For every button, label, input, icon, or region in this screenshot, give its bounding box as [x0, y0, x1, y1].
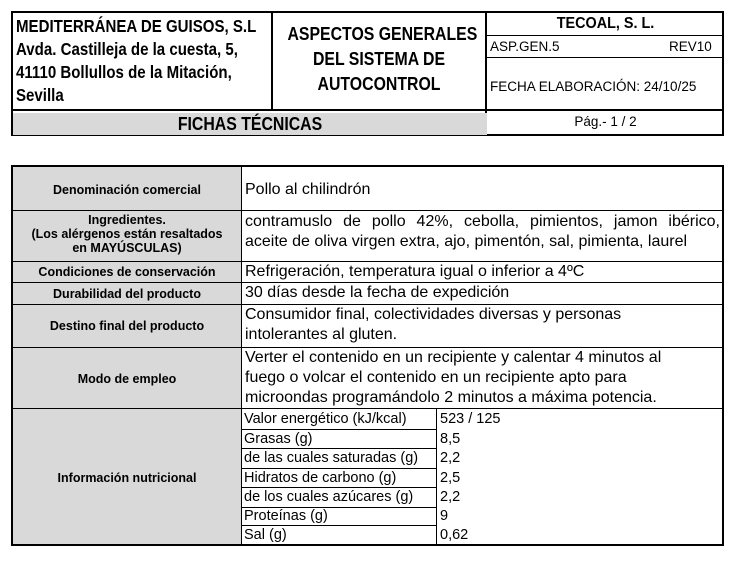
- nutrient-name: de los cuales azúcares (g): [244, 489, 414, 505]
- revision: REV10: [669, 39, 712, 54]
- nutrient-name: de las cuales saturadas (g): [244, 450, 419, 466]
- owner-company: TECOAL, S. L.: [556, 15, 655, 32]
- value-durabilidad: 30 días desde la fecha de expedición: [245, 284, 510, 301]
- value-line: fuego o volcar el contenido en un recipiente apto para: [245, 369, 627, 386]
- label-ingredientes: [13, 213, 241, 255]
- elaboration-date: FECHA ELABORACIÓN: 24/10/25: [490, 79, 697, 94]
- product-sheet-table: [11, 165, 724, 546]
- value-destino: [245, 305, 621, 345]
- document-title: [287, 22, 478, 97]
- nutrient-value: 2,2: [440, 450, 461, 466]
- nutrient-name: Valor energético (kJ/kcal): [244, 411, 407, 427]
- company-address: [16, 15, 256, 107]
- nutrient-name: Grasas (g): [244, 431, 313, 447]
- doc-code: ASP.GEN.5: [490, 39, 560, 54]
- section-title-text: FICHAS TÉCNICAS: [177, 114, 323, 134]
- label-conservacion: Condiciones de conservación: [38, 265, 216, 279]
- nutrient-name: Hidratos de carbono (g): [244, 470, 397, 486]
- nutrient-value: 2,2: [440, 489, 461, 505]
- nutrient-value: 0,62: [440, 527, 469, 543]
- value-line: microondas programándolo 2 minutos a máxima potencia.: [245, 389, 657, 406]
- value-line: intolerantes al gluten.: [245, 326, 398, 343]
- title-line: AUTOCONTROL: [317, 74, 441, 94]
- company-name: MEDITERRÁNEA DE GUISOS, S.L: [16, 16, 257, 36]
- label-denominacion: Denominación comercial: [53, 183, 201, 197]
- value-empleo: [245, 348, 661, 408]
- nutrient-value: 2,5: [440, 470, 461, 486]
- document-header: [11, 11, 724, 136]
- nutrient-value: 9: [440, 508, 449, 524]
- value-denominacion: Pollo al chilindrón: [245, 181, 371, 198]
- label-durabilidad: Durabilidad del producto: [53, 287, 201, 301]
- value-line: Verter el contenido en un recipiente y calentar 4 minutos al: [245, 349, 662, 366]
- label-destino: Destino final del producto: [49, 319, 205, 333]
- nutrient-value: 8,5: [440, 431, 461, 447]
- company-city: 41110 Bollullos de la Mitación,: [16, 62, 232, 82]
- section-title: [13, 113, 487, 135]
- value-ingredientes: contramuslo de pollo 42%, cebolla, pimientos, jamon ibérico, aceite de oliva virgen extra, ajo, pimentón, sal, pimienta, laurel: [245, 213, 720, 250]
- label-nutricional: Información nutricional: [57, 471, 197, 485]
- title-line: ASPECTOS GENERALES: [287, 24, 478, 44]
- page-number: Pág.- 1 / 2: [574, 114, 637, 129]
- label-line: (Los alérgenos están resaltados: [31, 227, 223, 241]
- label-line: en MAYÚSCULAS): [72, 241, 182, 255]
- label-empleo: Modo de empleo: [77, 372, 177, 386]
- value-conservacion: Refrigeración, temperatura igual o inferior a 4ºC: [245, 263, 585, 280]
- nutrient-name: Sal (g): [244, 527, 287, 543]
- company-province: Sevilla: [16, 85, 64, 105]
- company-street: Avda. Castilleja de la cuesta, 5,: [16, 39, 238, 59]
- title-line: DEL SISTEMA DE: [312, 49, 446, 69]
- nutrient-name: Proteínas (g): [244, 508, 328, 524]
- value-line: Consumidor final, colectividades diversas y personas: [245, 306, 622, 323]
- label-line: Ingredientes.: [88, 213, 166, 227]
- nutrient-value: 523 / 125: [440, 411, 501, 427]
